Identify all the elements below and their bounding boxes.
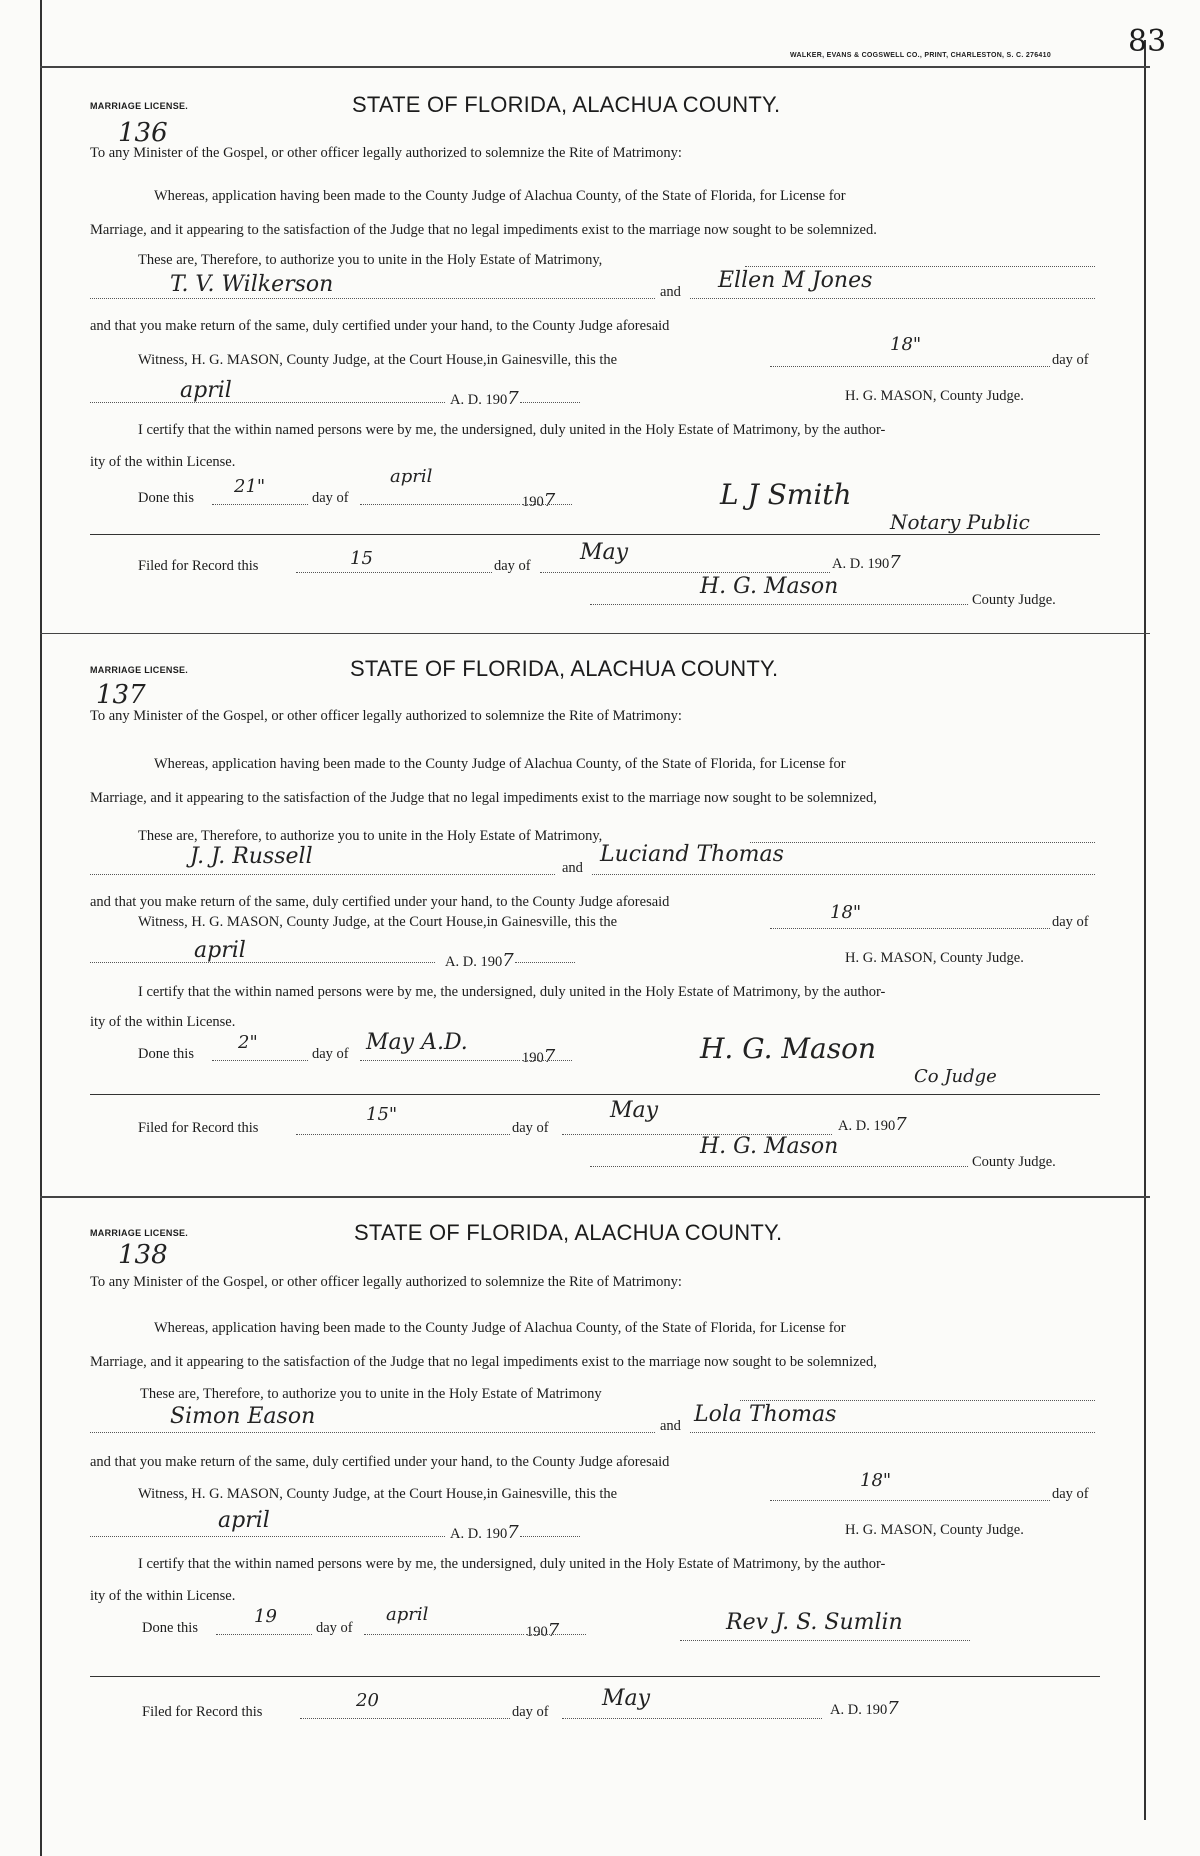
ad-text: A. D. 190 (445, 954, 503, 970)
officiant-signature: H. G. Mason (700, 1032, 877, 1065)
done-day-of-label: day of (316, 1620, 353, 1636)
witness-month: april (180, 378, 232, 403)
filed-label: Filed for Record this (138, 1120, 259, 1136)
to-minister-line: To any Minister of the Gospel, or other officer legally authorized to solemnize the Rite of Matrimony: (90, 1274, 682, 1290)
these-are-line: These are, Therefore, to authorize you to unite in the Holy Estate of Matrimony, (138, 828, 603, 844)
day-of-label: day of (1052, 1486, 1089, 1502)
done-year-prefix: 190 (522, 494, 544, 510)
whereas-line-1: Whereas, application having been made to the County Judge of Alachua County, of the State of Florida, for License for (154, 756, 846, 772)
separator-1 (40, 633, 1150, 634)
officiant-signature: Rev J. S. Sumlin (726, 1610, 903, 1635)
groom-dots (90, 1432, 655, 1433)
ad-year: 7 (502, 950, 514, 971)
witness-month-dots (90, 402, 445, 403)
witness-day: 18" (830, 902, 862, 923)
done-year: 7 (547, 1620, 560, 1641)
witness-month: april (218, 1508, 270, 1533)
filed-day-dots (296, 1134, 510, 1135)
done-this-label: Done this (138, 1046, 194, 1062)
return-line: and that you make return of the same, duly certified under your hand, to the County Judge aforesaid (90, 318, 670, 334)
certify-line-1: I certify that the within named persons were by me, the undersigned, duly united in the Holy Estate of Matrimony, by the author- (138, 1556, 886, 1572)
to-minister-line: To any Minister of the Gospel, or other officer legally authorized to solemnize the Rite of Matrimony: (90, 145, 682, 161)
done-year-label (522, 1046, 555, 1067)
filed-day-dots (296, 572, 492, 573)
top-rule (40, 66, 1150, 68)
done-this-label: Done this (138, 490, 194, 506)
county-judge-dots (590, 1166, 968, 1167)
printer-imprint: WALKER, EVANS & COGSWELL CO., PRINT, CHARLESTON, S. C. 276410 (790, 52, 1052, 59)
bride-name: Ellen M Jones (718, 268, 873, 293)
filed-day: 15" (366, 1104, 398, 1125)
done-month: april (386, 1604, 429, 1625)
done-year-label (522, 490, 555, 511)
these-are-line: These are, Therefore, to authorize you to unite in the Holy Estate of Matrimony (140, 1386, 602, 1402)
filed-year: 7 (889, 552, 901, 573)
bride-dots (690, 1432, 1095, 1433)
filed-day: 15 (350, 548, 373, 569)
officiant-dots (680, 1640, 970, 1641)
done-year-label (526, 1620, 559, 1641)
filed-ad-label (830, 1698, 899, 1719)
done-year-prefix: 190 (522, 1050, 544, 1066)
done-day-dots (216, 1634, 312, 1635)
done-year-dots (522, 1060, 572, 1061)
witness-day-dots (770, 1500, 1050, 1501)
filed-year: 7 (895, 1114, 907, 1135)
ad-label (450, 1522, 519, 1543)
left-border-line (40, 0, 42, 1856)
done-day-of-label: day of (312, 1046, 349, 1062)
whereas-line-2: Marriage, and it appearing to the satisfaction of the Judge that no legal impediments exist to the marriage now sought to be solemnized. (90, 222, 877, 238)
bride-dots (690, 298, 1095, 299)
day-of-label: day of (1052, 352, 1089, 368)
license-number: 136 (118, 118, 168, 148)
ad-label (450, 388, 519, 409)
these-are-dots (745, 266, 1095, 267)
filed-month: May (602, 1686, 651, 1711)
filed-day-dots (300, 1718, 510, 1719)
filed-day-of-label: day of (494, 558, 531, 574)
done-month-dots (364, 1634, 524, 1635)
filed-ad-text: A. D. 190 (832, 556, 890, 572)
filed-month-dots (540, 572, 830, 573)
these-are-dots (740, 1400, 1095, 1401)
whereas-line-1: Whereas, application having been made to the County Judge of Alachua County, of the State of Florida, for License for (154, 188, 846, 204)
witness-day-dots (770, 928, 1050, 929)
witness-line: Witness, H. G. MASON, County Judge, at the Court House,in Gainesville, this the (138, 914, 618, 930)
county-judge-print: H. G. MASON, County Judge. (845, 388, 1024, 404)
officiant-title: Notary Public (890, 510, 1030, 534)
filed-separator (90, 534, 1100, 535)
ad-text: A. D. 190 (450, 392, 508, 408)
witness-day: 18" (890, 334, 922, 355)
certify-line-1: I certify that the within named persons were by me, the undersigned, duly united in the Holy Estate of Matrimony, by the author- (138, 422, 886, 438)
filed-month: May (580, 540, 629, 565)
license-number: 137 (96, 680, 146, 710)
separator-2 (40, 1196, 1150, 1198)
filed-ad-text: A. D. 190 (830, 1702, 888, 1718)
done-day: 2" (238, 1032, 258, 1053)
bride-name: Lola Thomas (694, 1402, 837, 1427)
certify-line-1: I certify that the within named persons were by me, the undersigned, duly united in the Holy Estate of Matrimony, by the author- (138, 984, 886, 1000)
witness-month-dots (90, 1536, 445, 1537)
marriage-license-label: MARRIAGE LICENSE. (90, 665, 189, 675)
filed-ad-label (838, 1114, 907, 1135)
whereas-line-2: Marriage, and it appearing to the satisfaction of the Judge that no legal impediments exist to the marriage now sought to be solemnized, (90, 790, 877, 806)
done-day-dots (212, 504, 308, 505)
done-this-label: Done this (142, 1620, 198, 1636)
license-number: 138 (118, 1240, 168, 1270)
ad-dots (515, 962, 575, 963)
ad-year: 7 (507, 388, 519, 409)
county-judge-print: H. G. MASON, County Judge. (845, 1522, 1024, 1538)
county-judge-print: H. G. MASON, County Judge. (845, 950, 1024, 966)
ad-text: A. D. 190 (450, 1526, 508, 1542)
filed-label: Filed for Record this (138, 558, 259, 574)
groom-name: J. J. Russell (190, 844, 313, 869)
filed-ad-label (832, 552, 901, 573)
bride-name: Luciand Thomas (600, 842, 784, 867)
county-judge-signature: H. G. Mason (700, 1134, 839, 1159)
done-year: 7 (543, 1046, 556, 1067)
officiant-title: Co Judge (914, 1066, 997, 1087)
done-month-dots (360, 1060, 520, 1061)
county-judge-label: County Judge. (972, 592, 1056, 608)
and-label: and (660, 284, 681, 300)
ad-dots (520, 402, 580, 403)
groom-dots (90, 298, 655, 299)
county-judge-dots (590, 604, 968, 605)
ad-label (445, 950, 514, 971)
certify-line-2: ity of the within License. (90, 1014, 236, 1030)
done-year-dots (522, 504, 572, 505)
certify-line-2: ity of the within License. (90, 454, 236, 470)
day-of-label: day of (1052, 914, 1089, 930)
to-minister-line: To any Minister of the Gospel, or other officer legally authorized to solemnize the Rite of Matrimony: (90, 708, 682, 724)
filed-day-of-label: day of (512, 1704, 549, 1720)
bride-dots (592, 874, 1095, 875)
done-month-dots (360, 504, 520, 505)
return-line: and that you make return of the same, duly certified under your hand, to the County Judge aforesaid (90, 1454, 670, 1470)
these-are-line: These are, Therefore, to authorize you to unite in the Holy Estate of Matrimony, (138, 252, 603, 268)
license-title: STATE OF FLORIDA, ALACHUA COUNTY. (350, 656, 779, 681)
filed-day-of-label: day of (512, 1120, 549, 1136)
county-judge-signature: H. G. Mason (700, 574, 839, 599)
certify-line-2: ity of the within License. (90, 1588, 236, 1604)
county-judge-label: County Judge. (972, 1154, 1056, 1170)
done-year-prefix: 190 (526, 1624, 548, 1640)
done-month: april (390, 466, 433, 487)
done-day: 21" (234, 476, 266, 497)
witness-month: april (194, 938, 246, 963)
witness-month-dots (90, 962, 435, 963)
these-are-dots (750, 842, 1095, 843)
filed-month-dots (562, 1718, 822, 1719)
groom-dots (90, 874, 555, 875)
marriage-license-label: MARRIAGE LICENSE. (90, 101, 189, 111)
done-month: May A.D. (366, 1030, 468, 1055)
return-line: and that you make return of the same, duly certified under your hand, to the County Judge aforesaid (90, 894, 670, 910)
filed-day: 20 (356, 1690, 379, 1711)
groom-name: Simon Eason (170, 1404, 316, 1429)
witness-day: 18" (860, 1470, 892, 1491)
marriage-license-label: MARRIAGE LICENSE. (90, 1228, 189, 1238)
filed-ad-text: A. D. 190 (838, 1118, 896, 1134)
whereas-line-1: Whereas, application having been made to the County Judge of Alachua County, of the State of Florida, for License for (154, 1320, 846, 1336)
filed-label: Filed for Record this (142, 1704, 263, 1720)
witness-day-dots (770, 366, 1050, 367)
whereas-line-2: Marriage, and it appearing to the satisfaction of the Judge that no legal impediments exist to the marriage now sought to be solemnized, (90, 1354, 877, 1370)
and-label: and (562, 860, 583, 876)
witness-line: Witness, H. G. MASON, County Judge, at the Court House,in Gainesville, this the (138, 352, 618, 368)
done-year-dots (526, 1634, 586, 1635)
done-day-dots (212, 1060, 308, 1061)
officiant-signature: L J Smith (720, 478, 852, 511)
and-label: and (660, 1418, 681, 1434)
filed-separator (90, 1676, 1100, 1677)
filed-month: May (610, 1098, 659, 1123)
witness-line: Witness, H. G. MASON, County Judge, at the Court House,in Gainesville, this the (138, 1486, 618, 1502)
done-day: 19 (254, 1606, 277, 1627)
ad-year: 7 (507, 1522, 519, 1543)
done-year: 7 (543, 490, 556, 511)
license-title: STATE OF FLORIDA, ALACHUA COUNTY. (352, 92, 781, 117)
page-number: 83 (1128, 24, 1167, 59)
license-title: STATE OF FLORIDA, ALACHUA COUNTY. (354, 1220, 783, 1245)
done-day-of-label: day of (312, 490, 349, 506)
groom-name: T. V. Wilkerson (170, 272, 334, 297)
filed-separator (90, 1094, 1100, 1095)
ad-dots (520, 1536, 580, 1537)
filed-year: 7 (887, 1698, 899, 1719)
right-border-line (1144, 40, 1146, 1820)
